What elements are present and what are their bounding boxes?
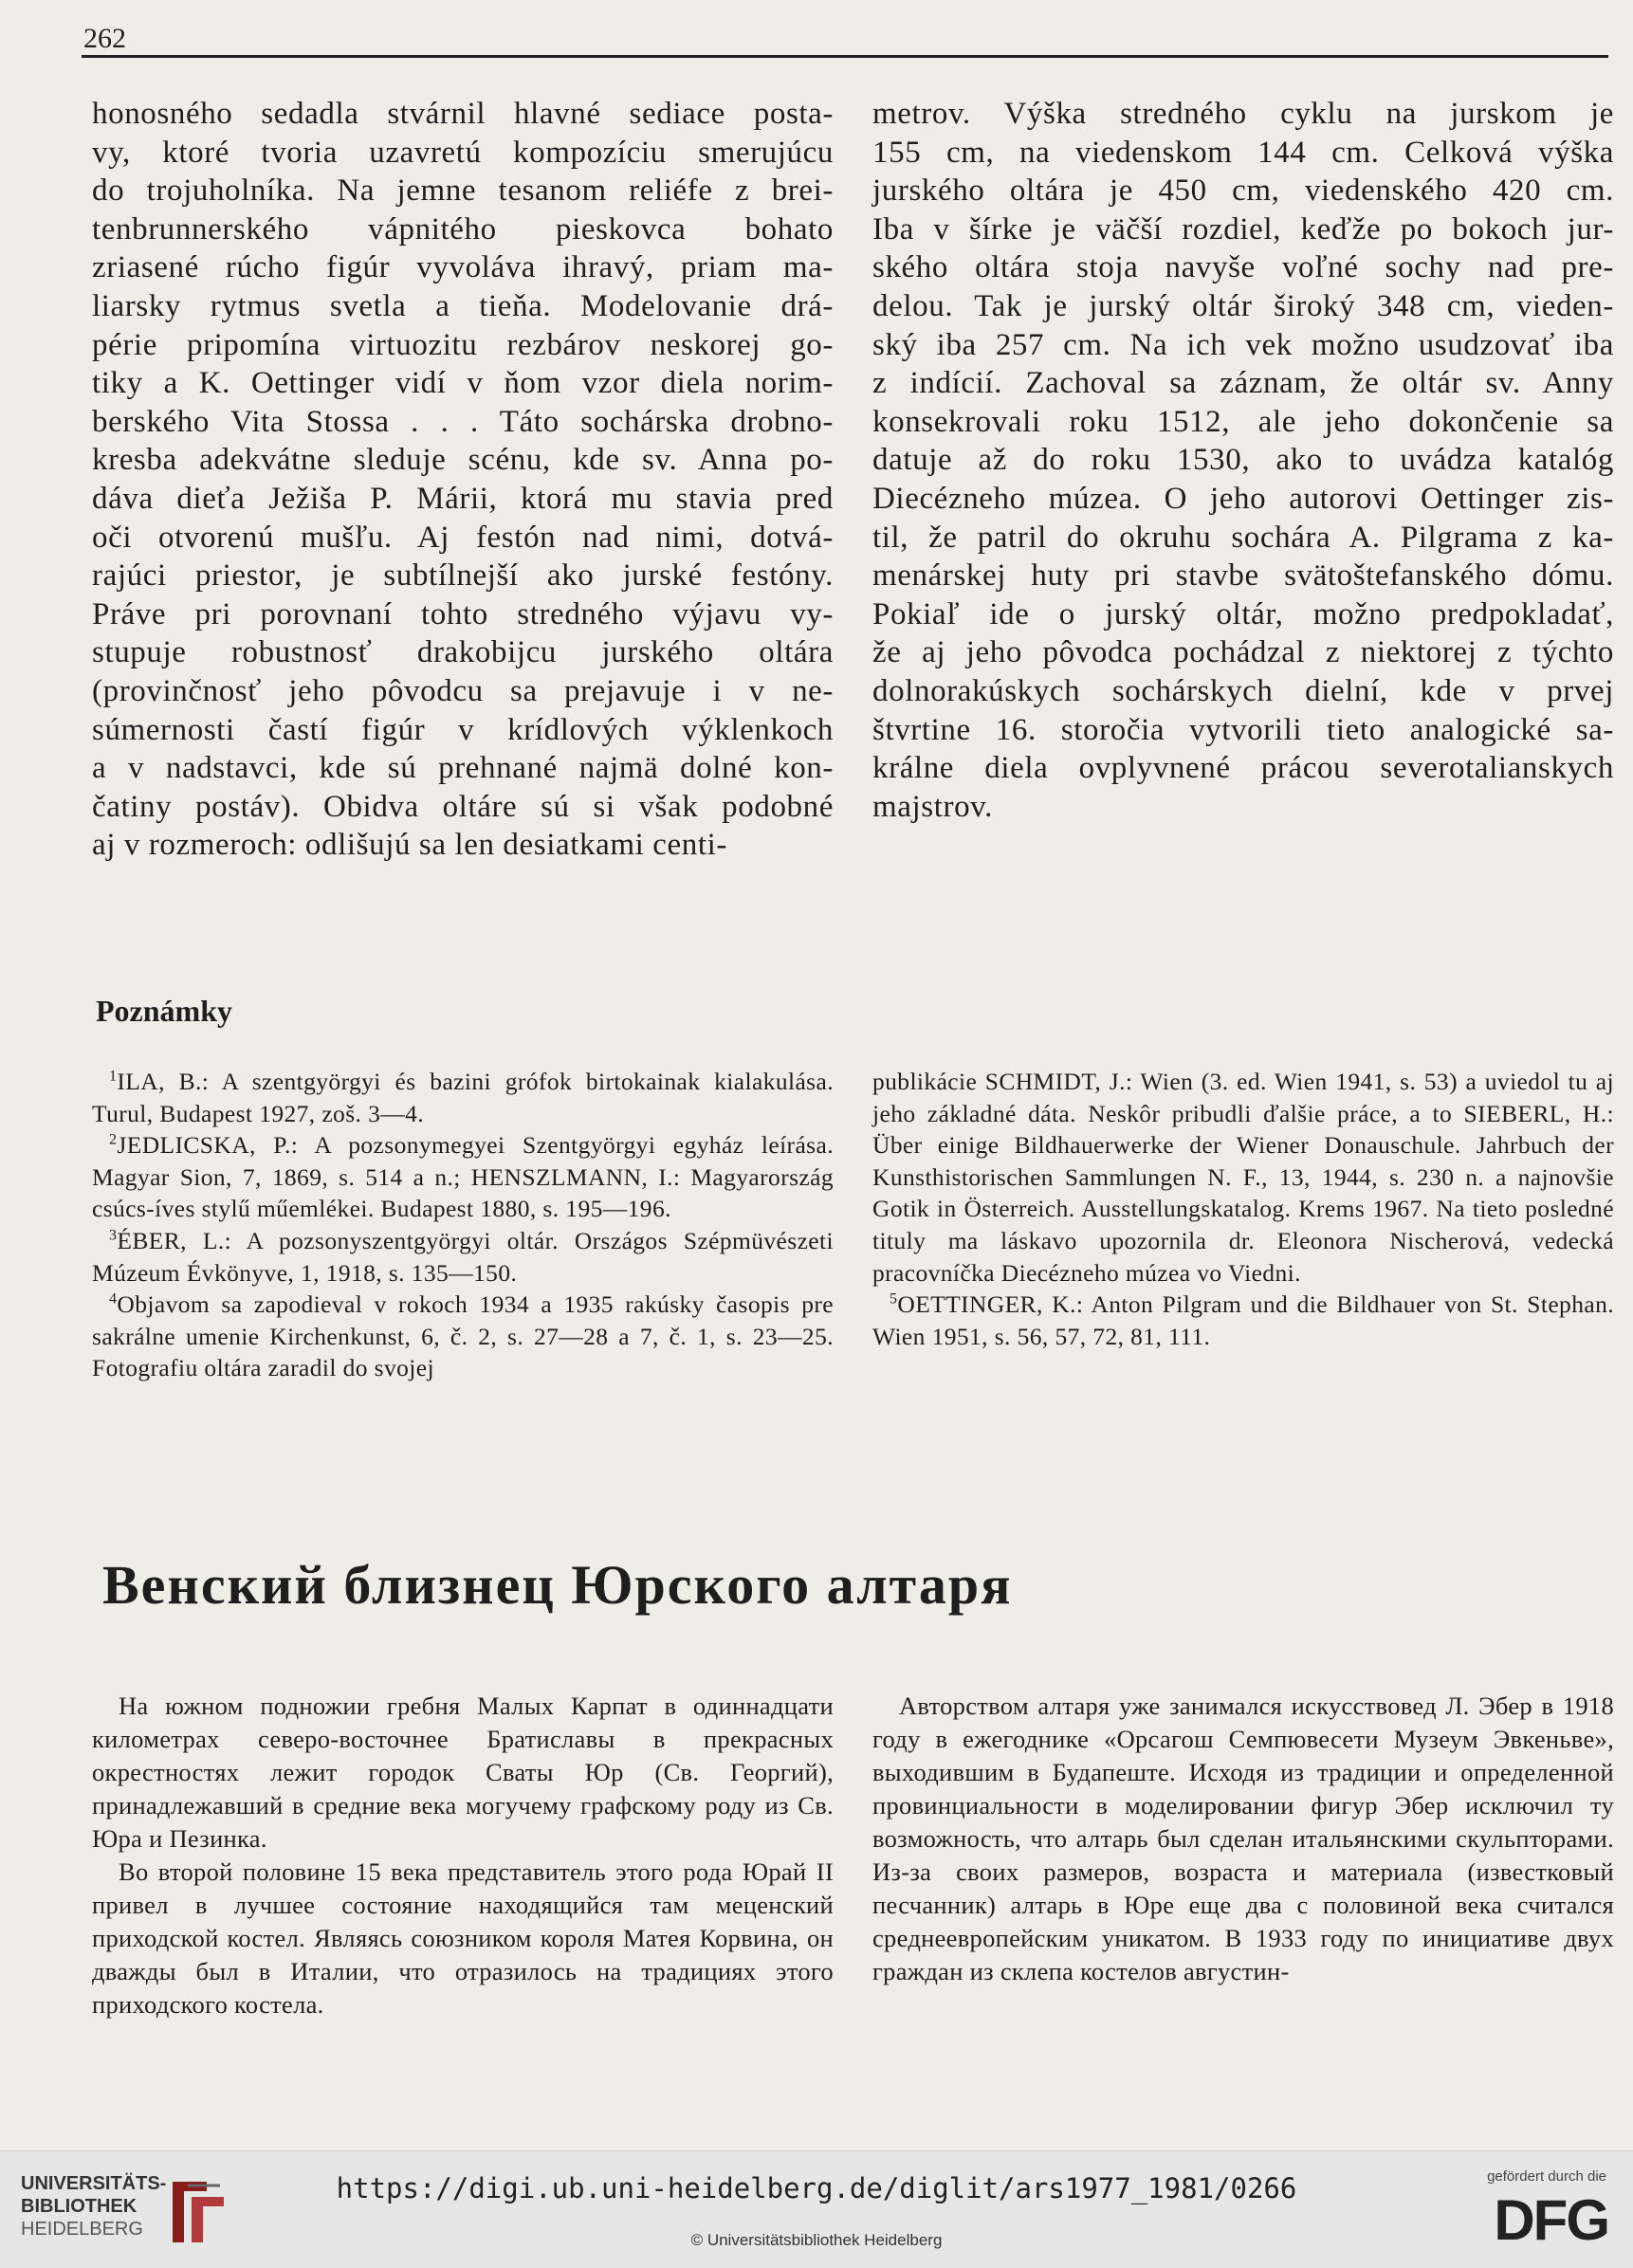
- body-right-line: konsekrovali roku 1512, ale jeho dokončenie sa: [872, 404, 1614, 439]
- body-right-line: ský iba 257 cm. Na ich vek možno usudzovať iba: [872, 327, 1614, 362]
- body-right-column: [872, 95, 1614, 826]
- russian-title: Венский близнец Юрского алтаря: [102, 1554, 1013, 1616]
- russian-paragraph: На южном подножии гребня Малых Карпат в одиннадцати километрах северо-восточнее Братиславы в прекрасных окрестностях лежит городок Сваты Юр (Св. Георгий), принадлежавший в средние века могучему графскому роду из Св. Юра и Пезинка.: [92, 1692, 834, 1853]
- body-left-line: zriasené rúcho figúr vyvoláva ihravý, priam ma-: [92, 250, 834, 285]
- body-right-line: dolnorakúskych sochárskych dielní, kde v prvej: [872, 673, 1614, 708]
- footnote: [92, 1129, 834, 1225]
- body-right-line: štvrtine 16. storočia vytvorili tieto analogické sa-: [872, 712, 1614, 747]
- russian-left-column: [92, 1690, 834, 2021]
- body-left-line: (provinčnosť jeho pôvodcu sa prejavuje i v ne-: [92, 673, 834, 708]
- body-left-line: a v nadstavci, kde sú prehnané najmä dolné kon-: [92, 751, 834, 786]
- russian-right-column: [872, 1690, 1614, 1988]
- footnote-text: ILA, B.: A szentgyörgyi és bazini grófok birtokainak kialakulása. Turul, Budapest 1927, zoš. 3—4.: [92, 1068, 834, 1127]
- body-left-line: rajúci priestor, je subtílnejší ako jurské festóny.: [92, 558, 834, 594]
- footnote-number: 2: [109, 1131, 118, 1148]
- footnote-text: JEDLICSKA, P.: A pozsonymegyei Szentgyörgyi egyház leírása. Magyar Sion, 7, 1869, s. 514 a n.; HENSZLMANN, I.: Magyarország csúcs-íves stylű műemlékei. Budapest 1880, s. 195—196.: [92, 1131, 834, 1223]
- footnote-number: 5: [890, 1290, 898, 1308]
- body-left-line: súmernosti častí figúr v krídlových výklenkoch: [92, 712, 834, 747]
- body-left-line: dáva dieťa Ježiša P. Márii, ktorá mu stavia pred: [92, 481, 834, 516]
- body-left-line: Práve pri porovnaní tohto stredného výjavu vy-: [92, 596, 834, 631]
- top-rule: [82, 55, 1608, 58]
- body-right-line: majstrov.: [872, 789, 993, 824]
- footnote-text: OETTINGER, K.: Anton Pilgram und die Bildhauer von St. Stephan. Wien 1951, s. 56, 57, 72, 81, 111.: [872, 1290, 1614, 1350]
- body-left-line: tenbrunnerského vápnitého pieskovca bohato: [92, 211, 834, 247]
- footnote-number: 1: [109, 1068, 118, 1085]
- page-number: 262: [83, 23, 126, 54]
- body-left-line: stupuje robustnosť drakobijcu jurského oltára: [92, 635, 834, 670]
- body-right-line: Pokiaľ ide o jurský oltár, možno predpokladať,: [872, 596, 1614, 631]
- body-left-line: vy, ktoré tvoria uzavretú kompozíciu smerujúcu: [92, 135, 834, 170]
- body-left-line: honosného sedadla stvárnil hlavné sediace posta-: [92, 97, 834, 131]
- body-right-line: že aj jeho pôvodca pochádzal z niektorej z týchto: [872, 635, 1614, 670]
- body-left-line: aj v rozmeroch: odlišujú sa len desiatkami centi-: [92, 828, 727, 863]
- body-right-line: Diecézneho múzea. O jeho autorovi Oettinger zis-: [872, 481, 1614, 516]
- document-url[interactable]: https://digi.ub.uni-heidelberg.de/diglit/ars1977_1981/0266: [336, 2172, 1297, 2204]
- footnote-text: ÉBER, L.: A pozsonyszentgyörgyi oltár. Országos Szépmüvészeti Múzeum Évkönyve, 1, 1918, s. 135—150.: [92, 1226, 834, 1287]
- dfg-logo[interactable]: DFG: [1494, 2188, 1608, 2252]
- footnote: [872, 1289, 1614, 1352]
- body-left-line: kresba adekvátne sleduje scénu, kde sv. Anna po-: [92, 443, 834, 478]
- body-left-line: liarsky rytmus svetla a tieňa. Modelovanie drá-: [92, 288, 834, 323]
- body-right-line: datuje až do roku 1530, ako to uvádza katalóg: [872, 443, 1614, 478]
- notes-right-column: [872, 1066, 1614, 1352]
- russian-paragraph: Авторством алтаря уже занимался искусствовед Л. Эбер в 1918 году в ежегоднике «Орсагош Семпювесети Музеум Эвкеньве», выходившим в Будапеште. Исходя из традиции и определенной провинциальности в моделировании фигур Эбер исключил ту возможность, что алтарь был сделан итальянскими скульпторами. Из-за своих размеров, возраста и материала (известковый песчанник) алтарь в Юре еще два с половиной века считался среднеевропейским уникатом. В 1933 году по инициативе двух граждан из склепа костелов августин-: [872, 1692, 1614, 1985]
- body-right-line: Iba v šírke je väčší rozdiel, keďže po bokoch jur-: [872, 211, 1614, 247]
- notes-left-column: [92, 1066, 834, 1384]
- funding-note: gefördert durch die: [1487, 2168, 1606, 2185]
- copyright-notice: © Universitätsbibliothek Heidelberg: [690, 2231, 943, 2249]
- body-left-line: oči otvorenú mušľu. Aj festón nad nimi, dotvá-: [92, 520, 834, 555]
- library-name-line3: HEIDELBERG: [21, 2219, 143, 2240]
- body-right-line: ského oltára stoja navyše voľné sochy nad pre-: [872, 250, 1614, 285]
- body-left-line: čatiny postáv). Obidva oltáre sú si však podobné: [92, 789, 834, 824]
- footnote: [92, 1289, 834, 1384]
- body-right-line: metrov. Výška stredného cyklu na jurskom je: [872, 97, 1614, 131]
- body-right-line: til, že patril do okruhu sochára A. Pilgrama z ka-: [872, 520, 1614, 555]
- body-left-line: do trojuholníka. Na jemne tesanom reliéfe z brei-: [92, 174, 834, 209]
- body-left-line: tiky a K. Oettinger vidí v ňom vzor diela norim-: [92, 366, 834, 401]
- body-right-line: 155 cm, na viedenskom 144 cm. Celková výška: [872, 135, 1614, 170]
- russian-paragraph: Во второй половине 15 века представитель этого рода Юрай II привел в лучшее состояние находящийся там меценский приходской костел. Являясь союзником короля Матея Корвина, он дважды был в Италии, что отразилось на традициях этого приходского костела.: [92, 1857, 834, 2019]
- body-right-line: jurského oltára je 450 cm, viedenského 420 cm.: [872, 174, 1614, 209]
- footnote: [872, 1066, 1614, 1289]
- body-left-line: périe pripomína virtuozitu rezbárov neskorej go-: [92, 327, 834, 362]
- notes-heading: Poznámky: [96, 994, 232, 1028]
- body-left-column: [92, 95, 834, 865]
- footnote-text: publikácie SCHMIDT, J.: Wien (3. ed. Wien 1941, s. 53) a uviedol tu aj jeho základné dáta. Neskôr pribudli ďalšie práce, a to SIEBERL, H.: Über einige Bildhauerwerke der Wiener Donauschule. Jahrbuch der Kunsthistorischen Sammlungen N. F., 13, 1944, s. 230 n. a najnovšie Gotik in Österreich. Ausstellungskatalog. Krems 1967. Na tieto posledné tituly ma láskavo upozornila dr. Eleonora Nischerová, vedecká pracovníčka Diecézneho múzea vo Viedni.: [872, 1068, 1614, 1287]
- body-left-line: berského Vita Stossa . . . Táto sochárska drobno-: [92, 404, 834, 439]
- footnote-number: 3: [109, 1227, 118, 1244]
- footnote-text: Objavom sa zapodieval v rokoch 1934 a 1935 rakúsky časopis pre sakrálne umenie Kirchenkunst, 6, č. 2, s. 27—28 a 7, č. 1, s. 23—25. Fotografiu oltára zaradil do svojej: [92, 1290, 834, 1382]
- footnote: [92, 1066, 834, 1129]
- library-name-line2: BIBLIOTHEK: [21, 2196, 138, 2217]
- footnote: [92, 1225, 834, 1289]
- body-right-line: delou. Tak je jurský oltár široký 348 cm, vieden-: [872, 288, 1614, 323]
- library-name-line1: UNIVERSITÄTS-: [21, 2173, 167, 2194]
- footer-bar: [0, 2150, 1633, 2268]
- body-right-line: králne diela ovplyvnené prácou severotalianskych: [872, 751, 1614, 786]
- body-right-line: menárskej huty pri stavbe svätoštefanského dómu.: [872, 558, 1614, 594]
- body-right-line: z indícií. Zachoval sa záznam, že oltár sv. Anny: [872, 366, 1614, 401]
- footnote-number: 4: [109, 1290, 118, 1308]
